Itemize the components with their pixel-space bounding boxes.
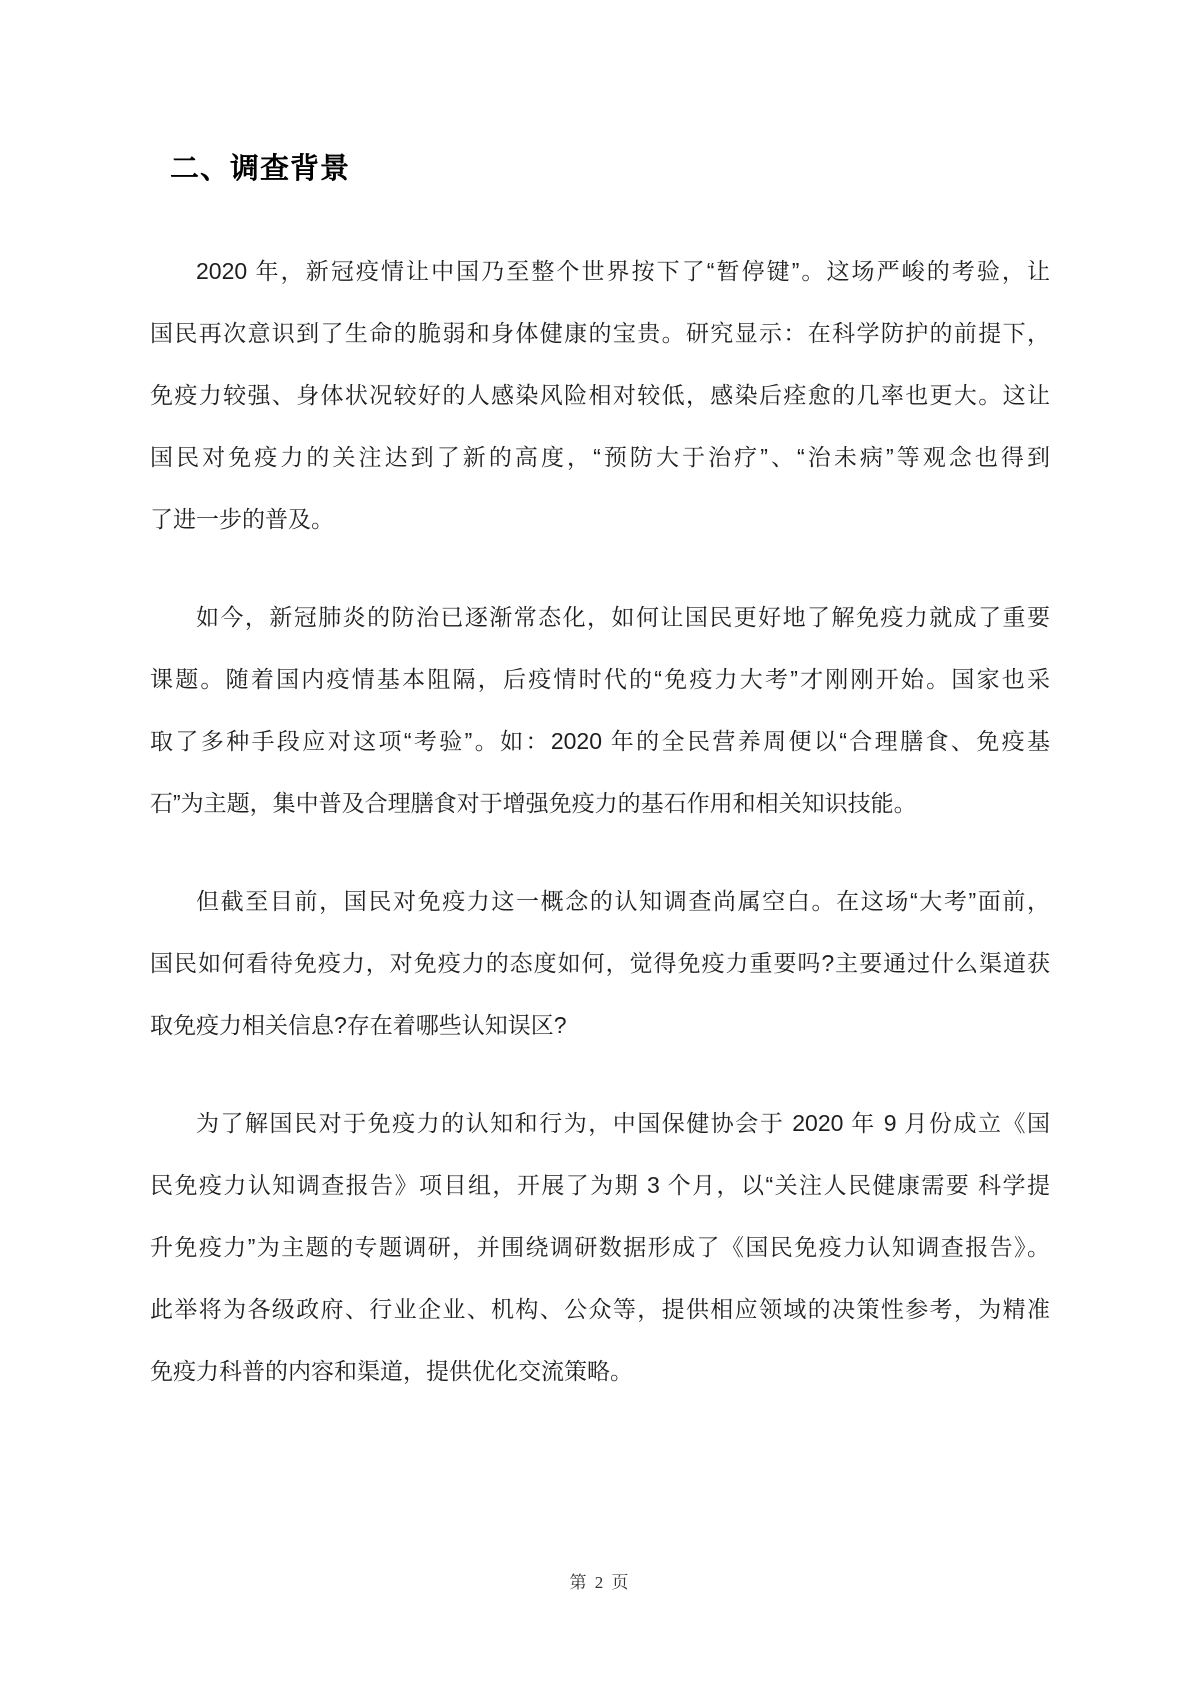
paragraph-line: 取免疫力相关信息?存在着哪些认知误区?	[150, 1012, 567, 1038]
page-number: 第 2 页	[569, 1573, 631, 1592]
section-heading: 二、调查背景	[170, 153, 351, 185]
paragraph-line: 石”为主题，集中普及合理膳食对于增强免疫力的基石作用和相关知识技能。	[150, 790, 917, 816]
paragraph-line: 民免疫力认知调查报告》项目组，开展了为期 3 个月，以“关注人民健康需要 科学提	[150, 1172, 1050, 1198]
paragraph-line: 课题。随着国内疫情基本阻隔，后疫情时代的“免疫力大考”才刚刚开始。国家也采	[150, 666, 1050, 692]
paragraph-line: 如今，新冠肺炎的防治已逐渐常态化，如何让国民更好地了解免疫力就成了重要	[196, 604, 1050, 630]
paragraph-line: 国民再次意识到了生命的脆弱和身体健康的宝贵。研究显示：在科学防护的前提下，	[150, 320, 1050, 346]
paragraph-line: 国民对免疫力的关注达到了新的高度，“预防大于治疗”、“治未病”等观念也得到	[150, 444, 1050, 470]
paragraph	[150, 240, 1050, 550]
paragraph-line: 免疫力较强、身体状况较好的人感染风险相对较低，感染后痊愈的几率也更大。这让	[150, 382, 1050, 408]
paragraph-line: 免疫力科普的内容和渠道，提供优化交流策略。	[150, 1358, 633, 1384]
paragraph-line: 国民如何看待免疫力，对免疫力的态度如何，觉得免疫力重要吗?主要通过什么渠道获	[150, 950, 1050, 976]
paragraph	[150, 1092, 1050, 1402]
paragraph	[150, 586, 1050, 834]
paragraph	[150, 870, 1050, 1056]
paragraph-line: 但截至目前，国民对免疫力这一概念的认知调查尚属空白。在这场“大考”面前，	[196, 888, 1050, 914]
paragraph-line: 升免疫力”为主题的专题调研，并围绕调研数据形成了《国民免疫力认知调查报告》。	[150, 1234, 1050, 1260]
paragraph-line: 取了多种手段应对这项“考验”。如：2020 年的全民营养周便以“合理膳食、免疫基	[150, 728, 1050, 754]
paragraph-line: 2020 年，新冠疫情让中国乃至整个世界按下了“暂停键”。这场严峻的考验，让	[196, 258, 1050, 284]
paragraphs	[150, 240, 1050, 1438]
paragraph-line: 为了解国民对于免疫力的认知和行为，中国保健协会于 2020 年 9 月份成立《国	[196, 1110, 1050, 1136]
paragraph-line: 此举将为各级政府、行业企业、机构、公众等，提供相应领域的决策性参考，为精准	[150, 1296, 1050, 1322]
paragraph-line: 了进一步的普及。	[150, 506, 334, 532]
